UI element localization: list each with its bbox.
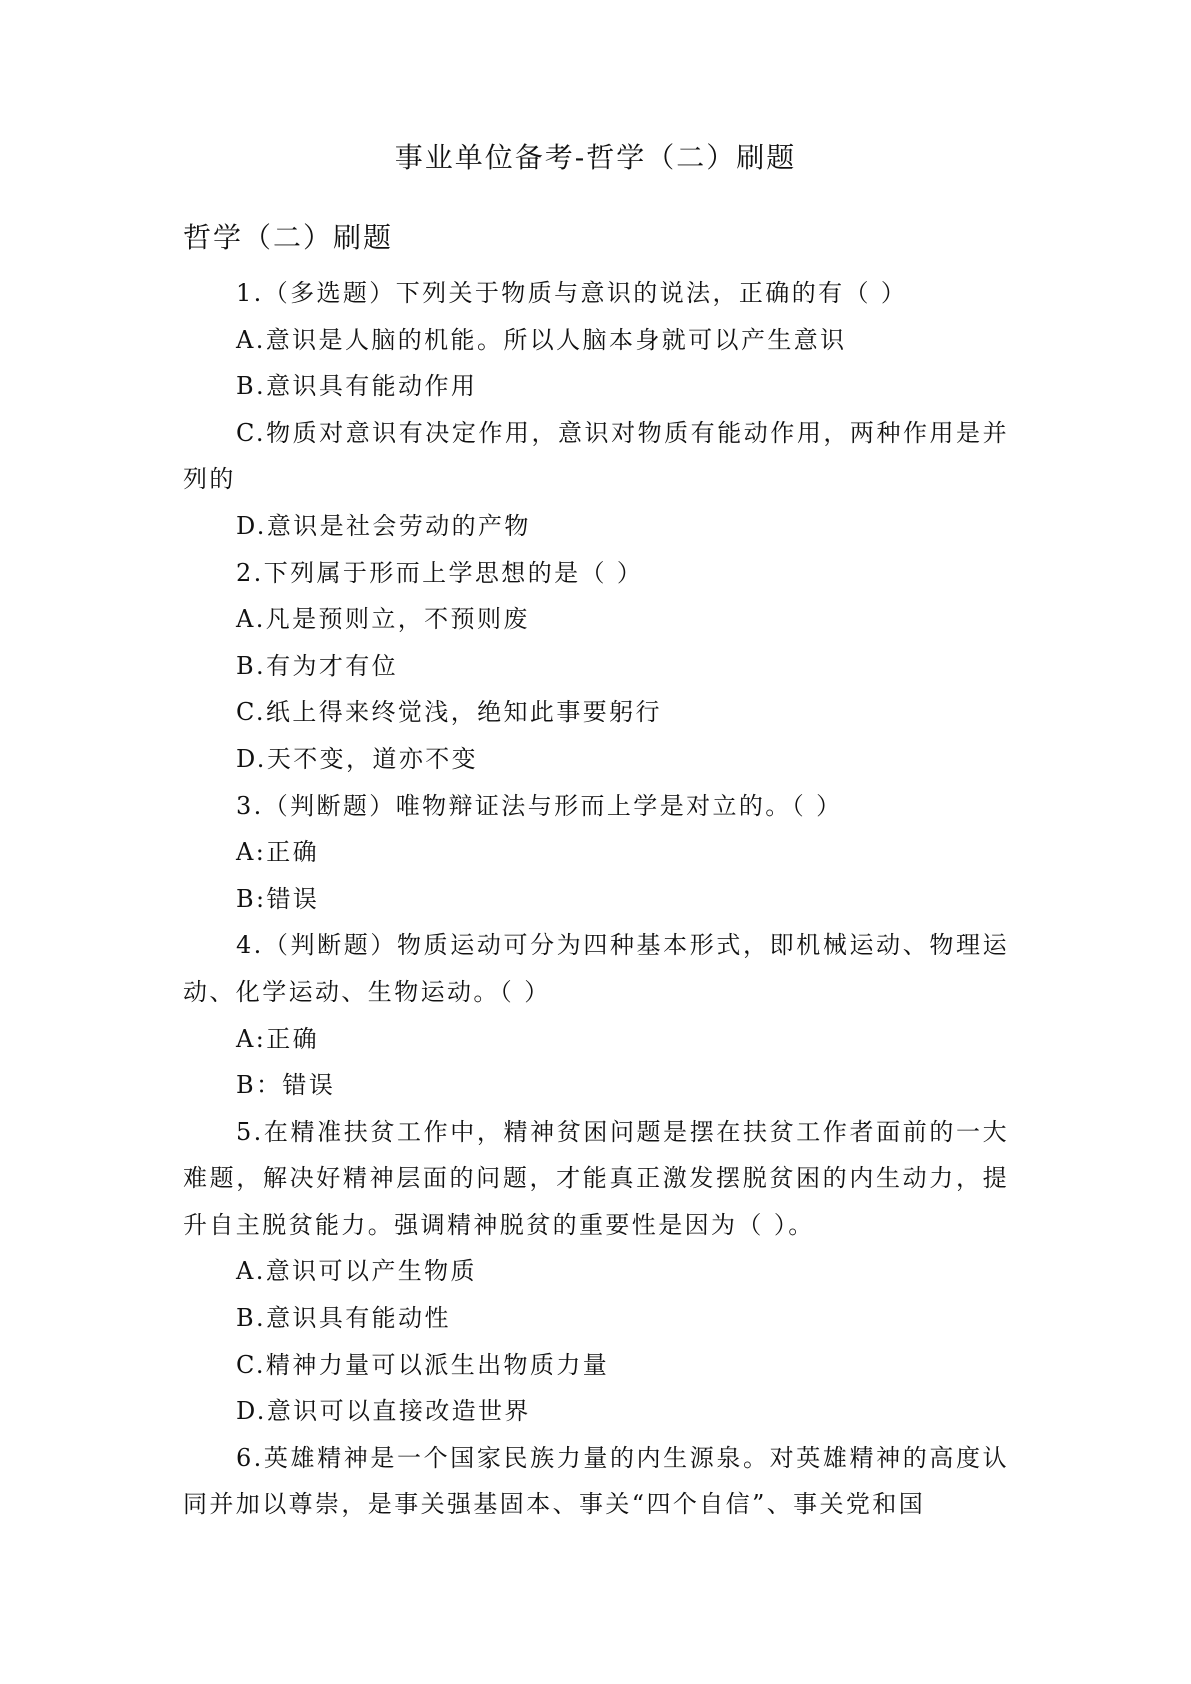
question-1-option-c: C.物质对意识有决定作用，意识对物质有能动作用，两种作用是并列的 bbox=[183, 418, 1009, 494]
question-body bbox=[183, 270, 1009, 1528]
question-2-option-d: D.天不变，道亦不变 bbox=[236, 744, 479, 773]
question-1-option-a: A.意识是人脑的机能。所以人脑本身就可以产生意识 bbox=[236, 325, 847, 354]
question-5-stem: 5.在精准扶贫工作中，精神贫困问题是摆在扶贫工作者面前的一大难题，解决好精神层面的问题，才能真正激发摆脱贫困的内生动力，提升自主脱贫能力。强调精神脱贫的重要性是因为（ ）。 bbox=[183, 1117, 1009, 1239]
question-1-option-d: D.意识是社会劳动的产物 bbox=[236, 511, 531, 540]
question-2-option-a: A.凡是预则立，不预则废 bbox=[236, 605, 530, 634]
question-1-stem: 1.（多选题）下列关于物质与意识的说法，正确的有（ ） bbox=[236, 279, 908, 307]
question-2-option-c: C.纸上得来终觉浅，绝知此事要躬行 bbox=[236, 698, 662, 727]
document-title: 事业单位备考-哲学（二）刷题 bbox=[394, 141, 797, 174]
question-3-stem: 3.（判断题）唯物辩证法与形而上学是对立的。（ ） bbox=[236, 791, 843, 820]
question-3-option-a: A:正确 bbox=[236, 838, 320, 867]
question-5-option-c: C.精神力量可以派生出物质力量 bbox=[236, 1350, 610, 1379]
question-1-option-b: B.意识具有能动作用 bbox=[236, 372, 478, 401]
question-4-stem: 4.（判断题）物质运动可分为四种基本形式，即机械运动、物理运动、化学运动、生物运动。（ ） bbox=[183, 931, 1009, 1006]
question-5-option-d: D.意识可以直接改造世界 bbox=[236, 1397, 531, 1426]
question-5-option-a: A.意识可以产生物质 bbox=[236, 1257, 477, 1286]
question-3-option-b: B:错误 bbox=[236, 884, 320, 913]
section-heading: 哲学（二）刷题 bbox=[183, 221, 394, 254]
question-2-option-b: B.有为才有位 bbox=[236, 651, 399, 680]
question-4-option-a: A:正确 bbox=[236, 1024, 320, 1053]
question-5-option-b: B.意识具有能动性 bbox=[236, 1304, 451, 1333]
question-4-option-b: B：错误 bbox=[236, 1071, 336, 1100]
question-6-stem: 6.英雄精神是一个国家民族力量的内生源泉。对英雄精神的高度认同并加以尊崇，是事关强基固本、事关“四个自信”、事关党和国 bbox=[183, 1443, 1009, 1519]
question-2-stem: 2.下列属于形而上学思想的是（ ） bbox=[236, 558, 644, 587]
